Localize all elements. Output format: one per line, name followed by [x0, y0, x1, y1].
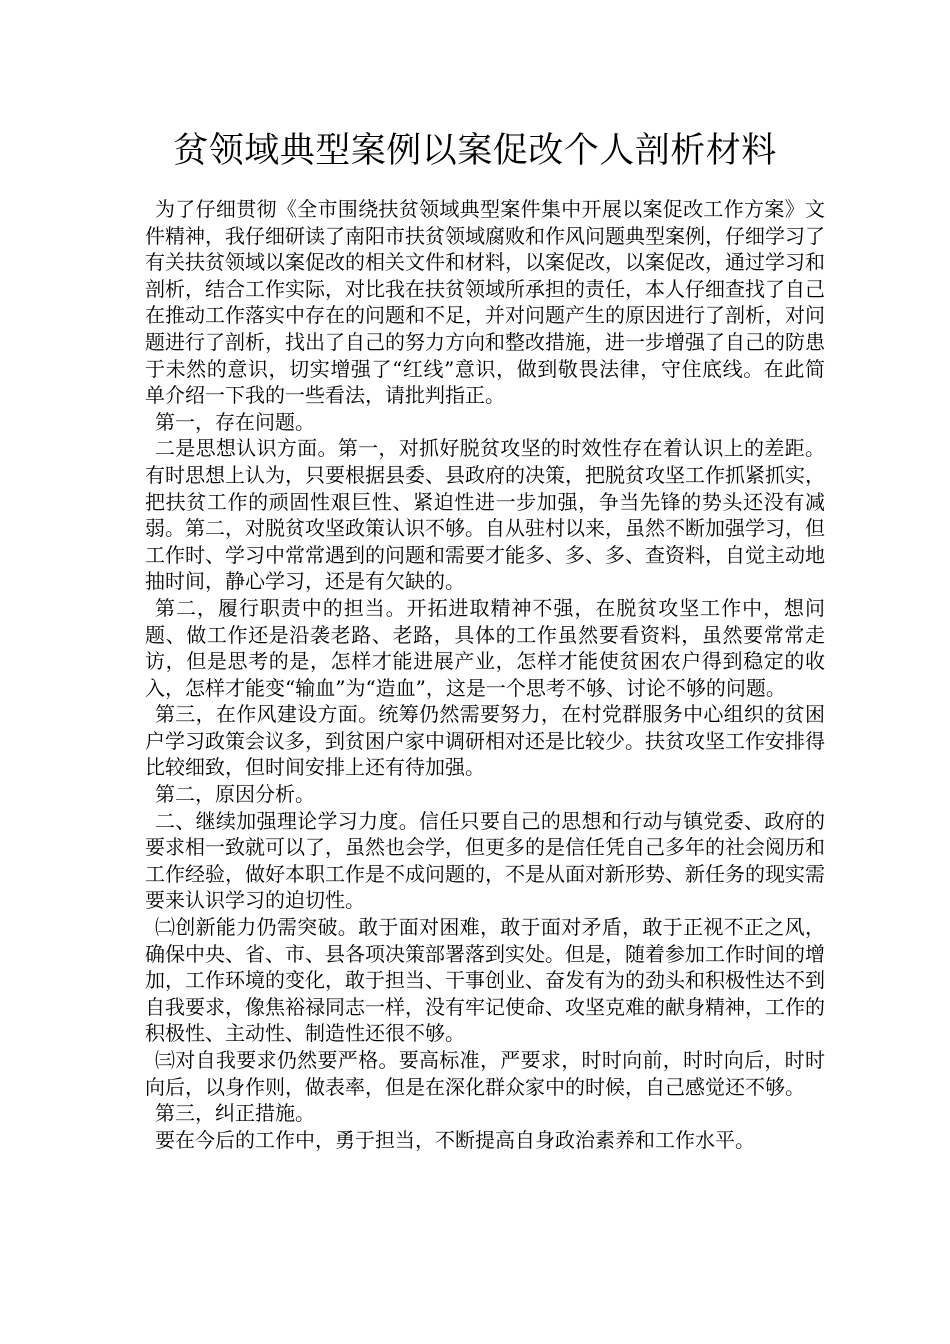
paragraph-heading-measures: 第三，纠正措施。: [155, 1101, 315, 1126]
paragraph-self-requirement: ㈢对自我要求仍然要严格。要高标准，严要求，时时向前，时时向后，时时向后，以身作则，做表率，但是在深化群众家中的时候，自己感觉还不够。: [145, 1048, 825, 1099]
paragraph-responsibility: 第二，履行职责中的担当。开拓进取精神不强，在脱贫攻坚工作中，想问题、做工作还是沿袭老路、老路，具体的工作虽然要看资料，虽然要常常走访，但是思考的是，怎样才能进展产业，怎样才能使贫困农户得到稳定的收入，怎样才能变“输血”为“造血”，这是一个思考不够、讨论不够的问题。: [145, 595, 825, 700]
document-title: 贫领域典型案例以案促改个人剖析材料: [173, 131, 777, 171]
paragraph-style: 第三，在作风建设方面。统筹仍然需要努力，在村党群服务中心组织的贫困户学习政策会议多，到贫困户家中调研相对还是比较少。扶贫攻坚工作安排得比较细致，但时间安排上还有待加强。: [145, 702, 825, 780]
document-body: [145, 196, 825, 1153]
paragraph-intro: 为了仔细贯彻《全市围绕扶贫领域典型案件集中开展以案促改工作方案》文件精神，我仔细研读了南阳市扶贫领域腐败和作风问题典型案例，仔细学习了有关扶贫领域以案促改的相关文件和材料，以案促改，以案促改，通过学习和剖析，结合工作实际，对比我在扶贫领域所承担的责任，本人仔细查找了自己在推动工作落实中存在的问题和不足，并对问题产生的原因进行了剖析，对问题进行了剖析，找出了自己的努力方向和整改措施，进一步增强了自己的防患于未然的意识，切实增强了“红线”意识，做到敬畏法律，守住底线。在此简单介绍一下我的一些看法，请批判指正。: [145, 197, 825, 408]
paragraph-theory-study: 二、继续加强理论学习力度。信任只要自己的思想和行动与镇党委、政府的要求相一致就可以了，虽然也会学，但更多的是信任凭自己多年的社会阅历和工作经验，做好本职工作是不成问题的，不是从面对新形势、新任务的现实需要来认识学习的迫切性。: [145, 808, 825, 913]
paragraph-heading-problems: 第一，存在问题。: [155, 409, 315, 434]
paragraph-innovation: ㈡创新能力仍需突破。敢于面对困难，敢于面对矛盾，敢于正视不正之风，确保中央、省、市、县各项决策部署落到实处。但是，随着参加工作时间的增加，工作环境的变化，敢于担当、干事创业、奋发有为的劲头和积极性达不到自我要求，像焦裕禄同志一样，没有牢记使命、攻坚克难的献身精神，工作的积极性、主动性、制造性还很不够。: [145, 915, 825, 1046]
paragraph-closing: 要在今后的工作中，勇于担当，不断提高自身政治素养和工作水平。: [155, 1127, 755, 1152]
paragraph-heading-causes: 第二，原因分析。: [155, 782, 315, 807]
paragraph-thinking: 二是思想认识方面。第一，对抓好脱贫攻坚的时效性存在着认识上的差距。有时思想上认为，只要根据县委、县政府的决策，把脱贫攻坚工作抓紧抓实，把扶贫工作的顽固性艰巨性、紧迫性进一步加强，争当先锋的势头还没有减弱。第二，对脱贫攻坚政策认识不够。自从驻村以来，虽然不断加强学习，但工作时、学习中常常遇到的问题和需要才能多、多、多、查资料，自觉主动地抽时间，静心学习，还是有欠缺的。: [145, 436, 825, 594]
